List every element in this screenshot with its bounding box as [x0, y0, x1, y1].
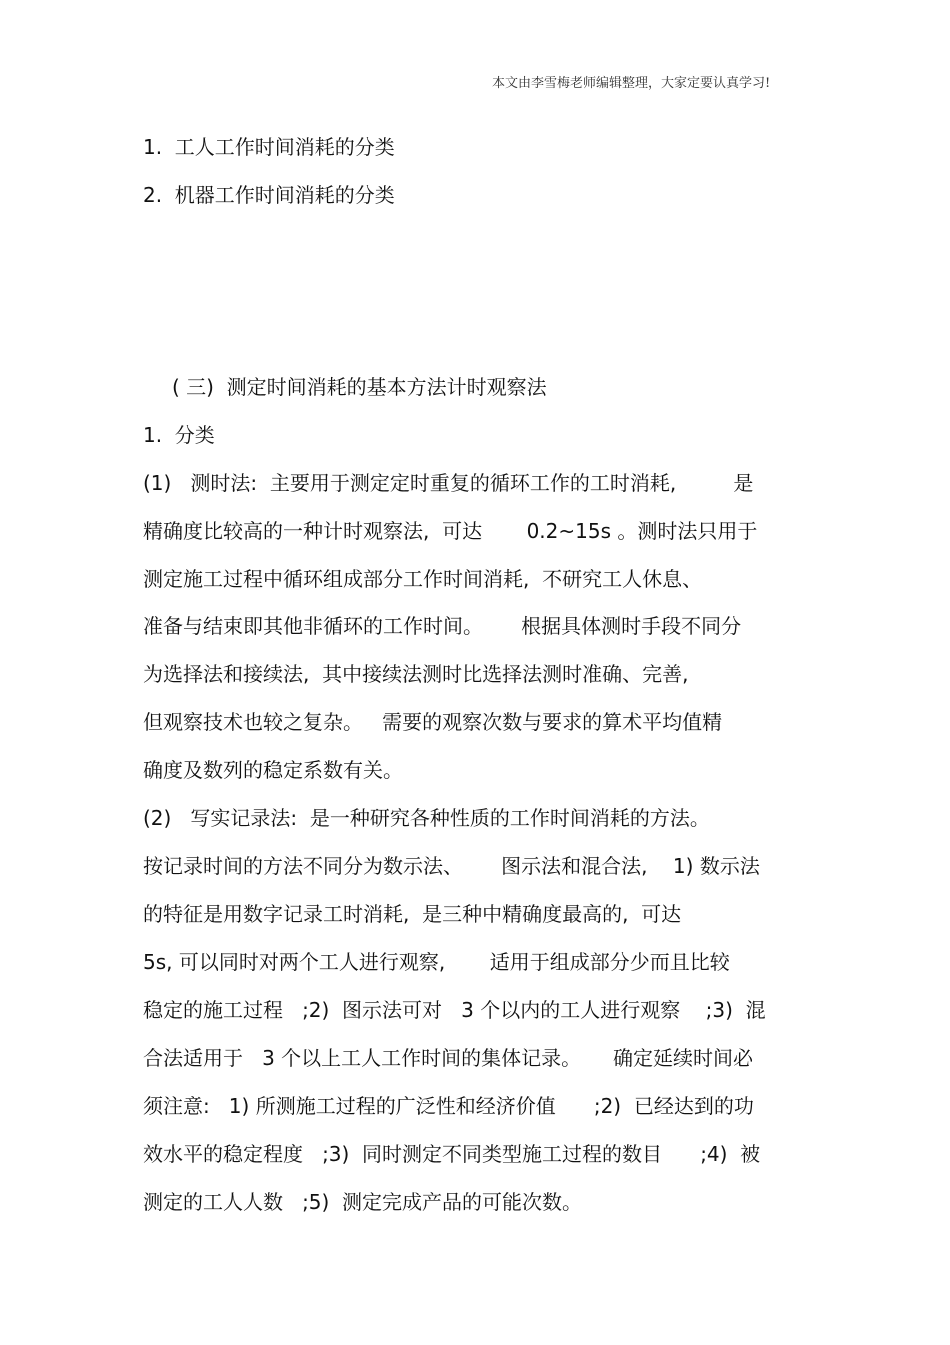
body-line-2: 精确度比较高的一种计时观察法, 可达 0.2~15s 。测时法只用于: [143, 519, 758, 543]
body-line-5: 为选择法和接续法, 其中接续法测时比选择法测时准确、完善,: [143, 662, 689, 686]
outline-item-2: 2. 机器工作时间消耗的分类: [143, 183, 395, 207]
body-line-4: 准备与结束即其他非循环的工作时间。 根据具体测时手段不同分: [143, 614, 742, 638]
body-line-13: 合法适用于 3 个以上工人工作时间的集体记录。 确定延续时间必: [143, 1046, 753, 1070]
header-note: 本文由李雪梅老师编辑整理，大家定要认真学习!: [492, 76, 771, 91]
body-line-15: 效水平的稳定程度 ;3) 同时测定不同类型施工过程的数目 ;4) 被: [143, 1142, 761, 1166]
body-line-7: 确度及数列的稳定系数有关。: [143, 758, 403, 782]
body-line-11: 5s, 可以同时对两个工人进行观察, 适用于组成部分少而且比较: [143, 950, 730, 974]
body-line-16: 测定的工人人数 ;5) 测定完成产品的可能次数。: [143, 1190, 583, 1214]
outline-item-1: 1. 工人工作时间消耗的分类: [143, 135, 395, 159]
body-line-12: 稳定的施工过程 ;2) 图示法可对 3 个以内的工人进行观察 ;3) 混: [143, 998, 766, 1022]
body-line-3: 测定施工过程中循环组成部分工作时间消耗, 不研究工人休息、: [143, 567, 703, 591]
subheading: 1. 分类: [143, 423, 215, 447]
body-line-10: 的特征是用数字记录工时消耗, 是三种中精确度最高的, 可达: [143, 902, 682, 926]
body-line-9: 按记录时间的方法不同分为数示法、 图示法和混合法, 1) 数示法: [143, 854, 760, 878]
section-heading: ( 三) 测定时间消耗的基本方法计时观察法: [172, 375, 547, 399]
body-line-1: (1) 测时法: 主要用于测定定时重复的循环工作的工时消耗, 是: [143, 471, 754, 495]
body-line-14: 须注意: 1) 所测施工过程的广泛性和经济价值 ;2) 已经达到的功: [143, 1094, 754, 1118]
body-line-6: 但观察技术也较之复杂。 需要的观察次数与要求的算术平均值精: [143, 710, 723, 734]
body-line-8: (2) 写实记录法: 是一种研究各种性质的工作时间消耗的方法。: [143, 806, 710, 830]
